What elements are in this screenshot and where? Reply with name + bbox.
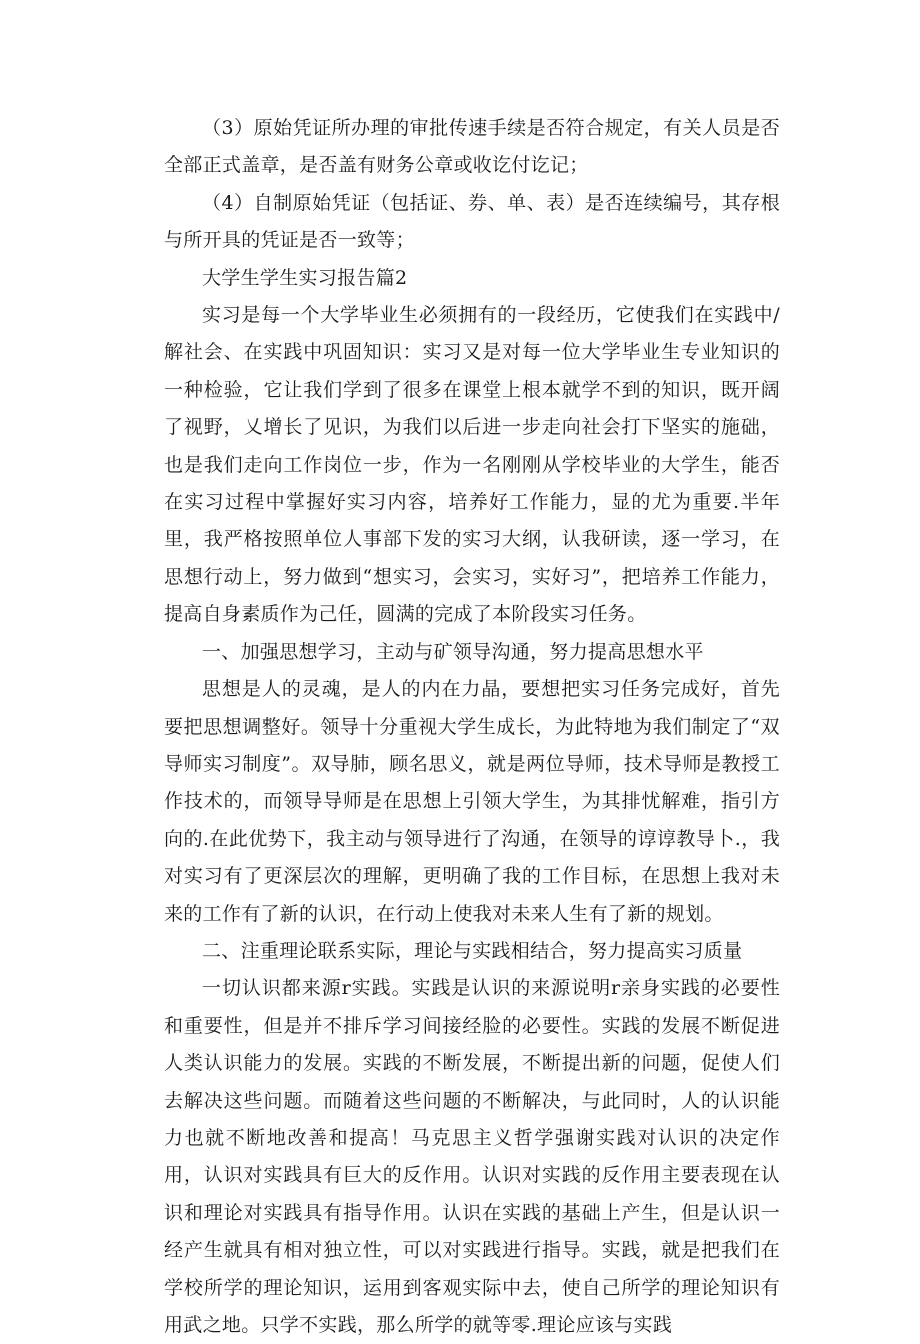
intro-paragraph: 实习是每一个大学毕业生必须拥有的一段经历，它使我们在实践中/解社会、在实践中巩固知识：实习又是对每一位大学毕业生专业知识的一种检验，它让我们学到了很多在课堂上根本就学不到的知识，既开阔了视野，乂增长了见识，为我们以后进一步走向社会打下坚实的施础，也是我们走向工作岗位一步，作为一名刚刚从学校毕业的大学生，能否在实习过程中掌握好实习内容，培养好工作能力，显的尤为重要.半年里，我严格按照单位人事部下发的实习大纲，认我研读，逐一学习，在思想行动上，努力做到“想实习，会实习，实好习”，把培养工作能力，提高自身素质作为己任，圆满的完成了本阶段实习任务。: [164, 304, 780, 626]
body-paragraph-2: 一切认识都来源r实践。实践是认识的来源说明r亲身实践的必要性和重要性，但是并不排斥学习间接经脸的必要性。实践的发展不断促进人类认识能力的发展。实践的不断发展，不断提出新的问题，促使人们去解决这些问题。而随着这些问题的不断解决，与此同时，人的认识能力也就不断地改善和提高！马克思主义哲学强谢实践对认识的决定作用，认识对实践具有巨大的反作用。认识对实践的反作用主要表现在认识和理论对实践具有指导作用。认识在实践的基础上产生，但是认识一经产生就具有相对独立性，可以对实践进行指导。实践，就是把我们在学校所学的理论知识，运用到客观实际中去，使自己所学的理论知识有用武之地。只学不实践，那么所学的就等零.理论应该与实践: [164, 977, 780, 1336]
list-item-4: （4）自制原始凭证（包括证、券、单、表）是否连续编号，其存根与所开具的凭证是否一致等；: [164, 191, 780, 252]
section-title: 大学生学生实习报告篇2: [202, 266, 408, 289]
section-heading-1: 一、加强思想学习，主动与矿领导沟通，努力提高思想水平: [202, 640, 704, 663]
body-paragraph-1: 思想是人的灵魂，是人的内在力晶，要想把实习任务完成好，首先要把思想调整好。领导十分重视大学生成长，为此特地为我们制定了“双导师实习制度”。双导肺，顾名思义，就是两位导师，技术导师是教授工作技术的，而领导导师是在思想上引领大学生，为其排忧解难，指引方向的.在此优势下，我主动与领导进行了沟通，在领导的谆谆教导卜.，我对实习有了更深层次的理解，更明确了我的工作目标，在思想上我对未来的工作有了新的认识，在行动上使我对未来人生有了新的规划。: [164, 678, 780, 925]
list-item-3: （3）原始凭证所办理的审批传速手续是否符合规定，有关人员是否全部正式盖章，是否盖有财务公章或收讫付讫记；: [164, 117, 780, 177]
document-page: [164, 110, 780, 1344]
section-heading-2: 二、注重理论联系实际，理论与实践相结合，努力提高实习质量: [202, 939, 743, 962]
